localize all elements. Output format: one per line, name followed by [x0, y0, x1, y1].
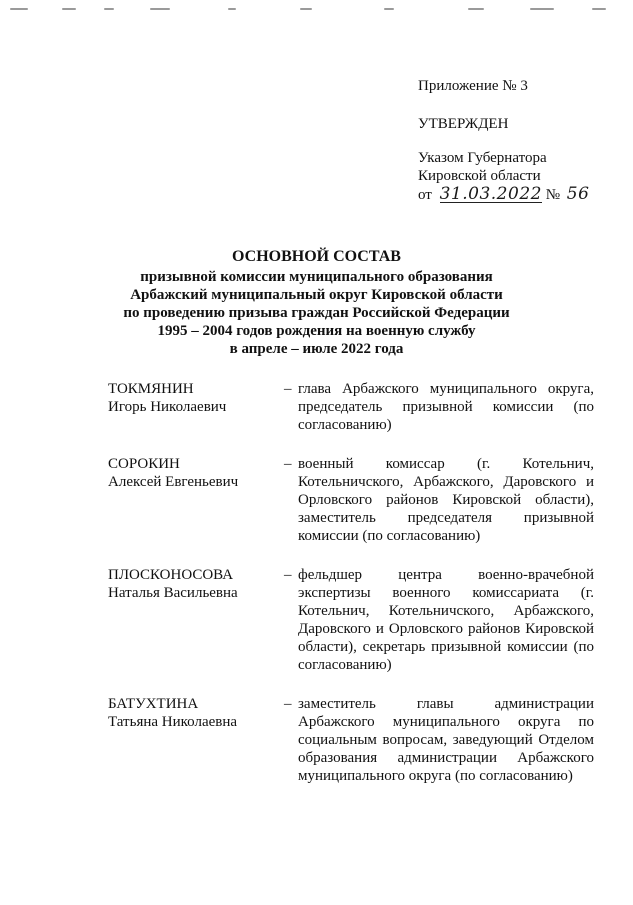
- member-name: [108, 566, 284, 674]
- member-role: заместитель главы администрации Арбажского муниципального округа по социальным вопросам, заведующий Отделом образования администрации Арбажского муниципального округа (по согласованию): [298, 696, 594, 784]
- scan-edge-artifact: [0, 6, 633, 12]
- member-surname: ПЛОСКОНОСОВА: [108, 567, 234, 583]
- heading-line: Арбажский муниципальный округ Кировской области: [130, 287, 503, 303]
- members-list: [108, 380, 598, 806]
- approved-label: УТВЕРЖДЕН: [418, 116, 509, 132]
- member-given-name: Татьяна Николаевна: [108, 714, 238, 730]
- member-row: [108, 695, 598, 785]
- member-given-name: Наталья Васильевна: [108, 585, 238, 601]
- document-heading: [0, 248, 633, 358]
- decree-line-2: Кировской области: [418, 168, 541, 184]
- heading-line: призывной комиссии муниципального образования: [140, 269, 493, 285]
- dash-separator: –: [284, 567, 292, 583]
- appendix-label: Приложение № 3: [418, 78, 528, 94]
- document-title: ОСНОВНОЙ СОСТАВ: [232, 248, 401, 265]
- member-name: [108, 695, 284, 785]
- member-given-name: Игорь Николаевич: [108, 399, 227, 415]
- from-label: от: [418, 187, 432, 203]
- dash-separator: –: [284, 456, 292, 472]
- decree-date-number-row: [418, 185, 618, 204]
- heading-line: по проведению призыва граждан Российской Федерации: [123, 305, 510, 321]
- decree-line-1: Указом Губернатора: [418, 150, 547, 166]
- member-row: [108, 566, 598, 674]
- member-surname: СОРОКИН: [108, 456, 180, 472]
- dash-separator: –: [284, 381, 292, 397]
- member-surname: БАТУХТИНА: [108, 696, 199, 712]
- member-surname: ТОКМЯНИН: [108, 381, 194, 397]
- member-role: фельдшер центра военно-врачебной экспертизы военного комиссариата (г. Котельнич, Котельничского, Арбажского, Даровского и Орловского районов Кировской области), секретарь призывной комиссии (по согласованию): [298, 567, 594, 673]
- member-given-name: Алексей Евгеньевич: [108, 474, 239, 490]
- member-name: [108, 455, 284, 545]
- handwritten-number: 56: [566, 184, 590, 204]
- number-label: №: [545, 187, 561, 203]
- heading-line: в апреле – июле 2022 года: [229, 341, 404, 357]
- handwritten-date: 31.03.2022: [439, 184, 542, 204]
- dash-separator: –: [284, 696, 292, 712]
- member-role: глава Арбажского муниципального округа, председатель призывной комиссии (по согласованию): [298, 381, 594, 433]
- member-row: [108, 380, 598, 434]
- approval-block: [418, 77, 618, 204]
- member-row: [108, 455, 598, 545]
- member-name: [108, 380, 284, 434]
- heading-line: 1995 – 2004 годов рождения на военную службу: [157, 323, 476, 339]
- member-role: военный комиссар (г. Котельнич, Котельничского, Арбажского, Даровского и Орловского районов Кировской области), заместитель председателя призывной комиссии (по согласованию): [298, 456, 594, 544]
